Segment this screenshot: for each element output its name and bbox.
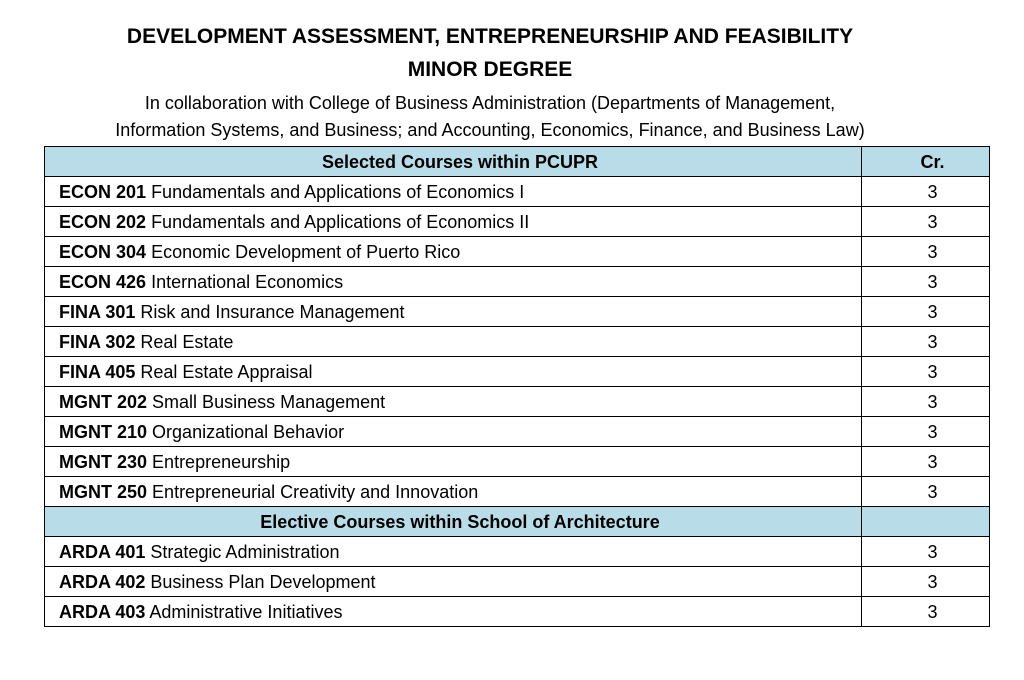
elective-section-header-row [45, 507, 990, 537]
table-row [45, 477, 990, 507]
course-code: ECON 202 [59, 211, 147, 232]
course-name: Administrative Initiatives [149, 601, 343, 622]
table-row [45, 537, 990, 567]
course-code: MGNT 250 [59, 481, 148, 502]
course-name: Small Business Management [152, 391, 386, 412]
course-name: Risk and Insurance Management [140, 301, 405, 322]
elective-section-header-credits [862, 507, 990, 537]
course-cell [45, 267, 862, 297]
course-code: ARDA 401 [59, 541, 146, 562]
course-cell [45, 417, 862, 447]
table-row [45, 297, 990, 327]
course-name: Fundamentals and Applications of Economics I [151, 181, 525, 202]
course-code: ECON 201 [59, 181, 147, 202]
course-name: Strategic Administration [150, 541, 340, 562]
course-code: FINA 302 [59, 331, 136, 352]
course-cell [45, 537, 862, 567]
course-name: Entrepreneurial Creativity and Innovation [152, 481, 479, 502]
course-code: ARDA 402 [59, 571, 146, 592]
page-subtitle-degree: MINOR DEGREE [407, 58, 573, 81]
course-credits: 3 [862, 447, 990, 477]
collaboration-note-line-2: Information Systems, and Business; and Accounting, Economics, Finance, and Business Law) [115, 120, 865, 140]
course-name: International Economics [151, 271, 344, 292]
course-cell [45, 387, 862, 417]
course-cell [45, 597, 862, 627]
courses-column-header: Selected Courses within PCUPR [45, 147, 862, 177]
table-row [45, 447, 990, 477]
course-credits: 3 [862, 267, 990, 297]
course-name: Fundamentals and Applications of Economics II [151, 211, 530, 232]
course-code: MGNT 210 [59, 421, 148, 442]
course-credits: 3 [862, 567, 990, 597]
courses-table [44, 146, 990, 627]
course-code: ECON 304 [59, 241, 147, 262]
selected-courses-body [45, 177, 990, 507]
credits-column-header: Cr. [862, 147, 990, 177]
course-credits: 3 [862, 177, 990, 207]
table-row [45, 237, 990, 267]
course-name: Organizational Behavior [152, 421, 345, 442]
table-row [45, 357, 990, 387]
course-cell [45, 177, 862, 207]
course-code: MGNT 202 [59, 391, 148, 412]
course-name: Real Estate [140, 331, 234, 352]
course-credits: 3 [862, 327, 990, 357]
course-cell [45, 447, 862, 477]
course-name: Entrepreneurship [152, 451, 291, 472]
course-credits: 3 [862, 417, 990, 447]
table-row [45, 567, 990, 597]
table-row [45, 207, 990, 237]
course-cell [45, 357, 862, 387]
course-name: Business Plan Development [150, 571, 376, 592]
table-row [45, 417, 990, 447]
course-credits: 3 [862, 207, 990, 237]
course-cell [45, 567, 862, 597]
course-code: FINA 405 [59, 361, 136, 382]
course-credits: 3 [862, 387, 990, 417]
table-row [45, 597, 990, 627]
course-code: ARDA 403 [59, 601, 146, 622]
course-code: MGNT 230 [59, 451, 148, 472]
course-credits: 3 [862, 297, 990, 327]
course-code: FINA 301 [59, 301, 136, 322]
course-credits: 3 [862, 357, 990, 387]
course-cell [45, 327, 862, 357]
course-cell [45, 297, 862, 327]
course-cell [45, 237, 862, 267]
elective-section-header: Elective Courses within School of Architecture [45, 507, 862, 537]
collaboration-note-line-1: In collaboration with College of Business Administration (Departments of Management, [144, 93, 836, 113]
page-title: DEVELOPMENT ASSESSMENT, ENTREPRENEURSHIP AND FEASIBILITY [126, 25, 854, 48]
course-code: ECON 426 [59, 271, 147, 292]
table-row [45, 267, 990, 297]
elective-courses-body [45, 507, 990, 627]
course-credits: 3 [862, 477, 990, 507]
table-row [45, 177, 990, 207]
course-credits: 3 [862, 537, 990, 567]
course-cell [45, 477, 862, 507]
course-name: Real Estate Appraisal [140, 361, 313, 382]
table-header-row [45, 147, 990, 177]
table-row [45, 387, 990, 417]
course-name: Economic Development of Puerto Rico [151, 241, 461, 262]
course-cell [45, 207, 862, 237]
table-row [45, 327, 990, 357]
course-credits: 3 [862, 237, 990, 267]
course-credits: 3 [862, 597, 990, 627]
